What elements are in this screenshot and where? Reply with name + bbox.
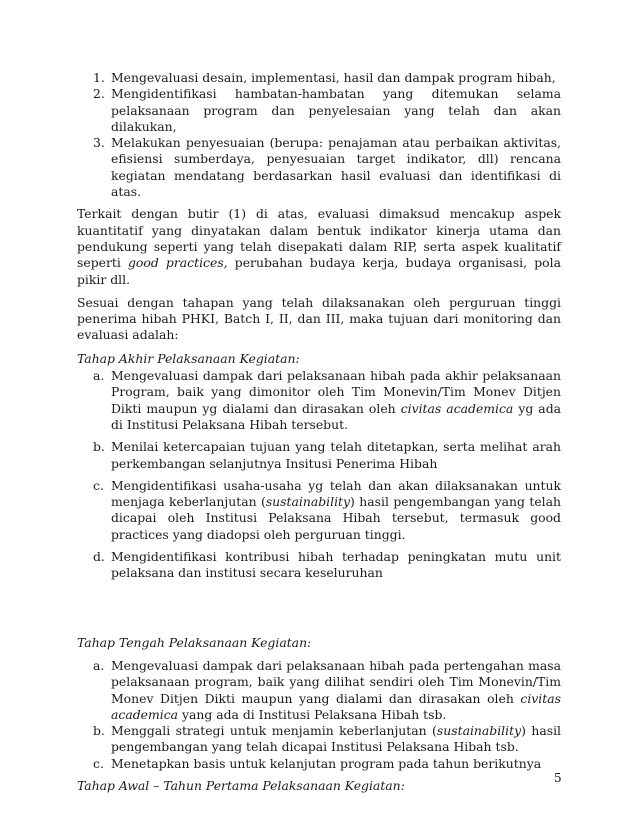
list-item (77, 86, 561, 135)
list-letter: d. (93, 549, 105, 565)
list-item: a. Mengevaluasi dampak dari pelaksanaan hibah pada pertengahan masa pelaksanaan program, baik yang dilihat sendiri oleh Tim Monevin/Tim Monev Ditjen Dikti maupun yang dialami dan dirasakan oleh civitas academica yang ada di Institusi Pelaksana Hibah tsb. (93, 657, 561, 722)
list-item: b. Menggali strategi untuk menjamin keberlanjutan (sustainability) hasil pengembangan yang telah dicapai Institusi Pelaksana Hibah tsb. (93, 723, 561, 755)
list-letter: a. (93, 368, 105, 384)
list-letter: c. (93, 755, 104, 771)
list-item: c. Menetapkan basis untuk kelanjutan program pada tahun berikutnya (93, 755, 542, 771)
paragraph-monev-purpose: Sesuai dengan tahapan yang telah dilaksanakan oleh perguruan tinggi penerima hibah PHKI, Batch I, II, dan III, maka tujuan dari monitoring dan evaluasi adalah: (77, 294, 561, 343)
paragraph-evaluation-scope: Terkait dengan butir (1) di atas, evaluasi dimaksud mencakup aspek kuantitatif yang dinyatakan dalam bentuk indikator kinerja utama dan pendukung seperti yang telah disepakati dalam RIP, serta aspek kualitatif seperti good practices, perubahan budaya kerja, budaya organisasi, pola pikir dll. (77, 206, 561, 287)
list-item-text: Melakukan penyesuaian (berupa: penajaman atau perbaikan aktivitas, efisiensi sumberdaya, penyesuaian target indikator, dll) rencana kegiatan mendatang berdasarkan hasil evaluasi dan identifikasi di atas. (111, 135, 561, 200)
list-item (77, 135, 561, 200)
list-number: 1. (93, 70, 105, 85)
list-item (77, 70, 561, 86)
list-letter: c. (93, 477, 104, 493)
spacer (77, 588, 561, 635)
section-heading-awal: Tahap Awal – Tahun Pertama Pelaksanaan Kegiatan: (77, 777, 405, 793)
section-heading-akhir: Tahap Akhir Pelaksanaan Kegiatan: (77, 350, 300, 366)
list-item: a. Mengevaluasi dampak dari pelaksanaan hibah pada akhir pelaksanaan Program, baik yang dimonitor oleh Tim Monevin/Tim Monev Ditjen Dikti maupun yg dialami dan dirasakan oleh civitas academica yg ada di Institusi Pelaksana Hibah tersebut. (93, 368, 562, 432)
page-number: 5 (554, 771, 562, 785)
section-heading-tengah: Tahap Tengah Pelaksanaan Kegiatan: (77, 634, 312, 650)
list-item-text: Mengidentifikasi hambatan-hambatan yang ditemukan selama pelaksanaan program dan penyelesaian yang telah dan akan dilakukan, (111, 86, 561, 134)
list-letter: a. (93, 657, 105, 673)
list-letter: b. (93, 439, 105, 455)
numbered-list (77, 70, 561, 200)
list-item-text: Mengevaluasi desain, implementasi, hasil dan dampak program hibah, (111, 70, 556, 85)
lettered-list-tengah (77, 658, 561, 772)
list-letter: b. (93, 723, 105, 739)
list-number: 2. (93, 86, 105, 102)
page-content (77, 70, 561, 795)
list-item: b. Menilai ketercapaian tujuan yang telah ditetapkan, serta melihat arah perkembangan selanjutnya Insitusi Penerima Hibah (93, 439, 561, 471)
list-item: c. Mengidentifikasi usaha-usaha yg telah dan akan dilaksanakan untuk menjaga keberlanjutan (sustainability) hasil pengembangan yang telah dicapai oleh Institusi Pelaksana Hibah tersebut, termasuk good practices yang diadopsi oleh perguruan tinggi. (93, 477, 561, 542)
list-number: 3. (93, 135, 105, 151)
lettered-list-akhir (77, 368, 561, 582)
list-item: d. Mengidentifikasi kontribusi hibah terhadap peningkatan mutu unit pelaksana dan institusi secara keseluruhan (93, 549, 561, 581)
